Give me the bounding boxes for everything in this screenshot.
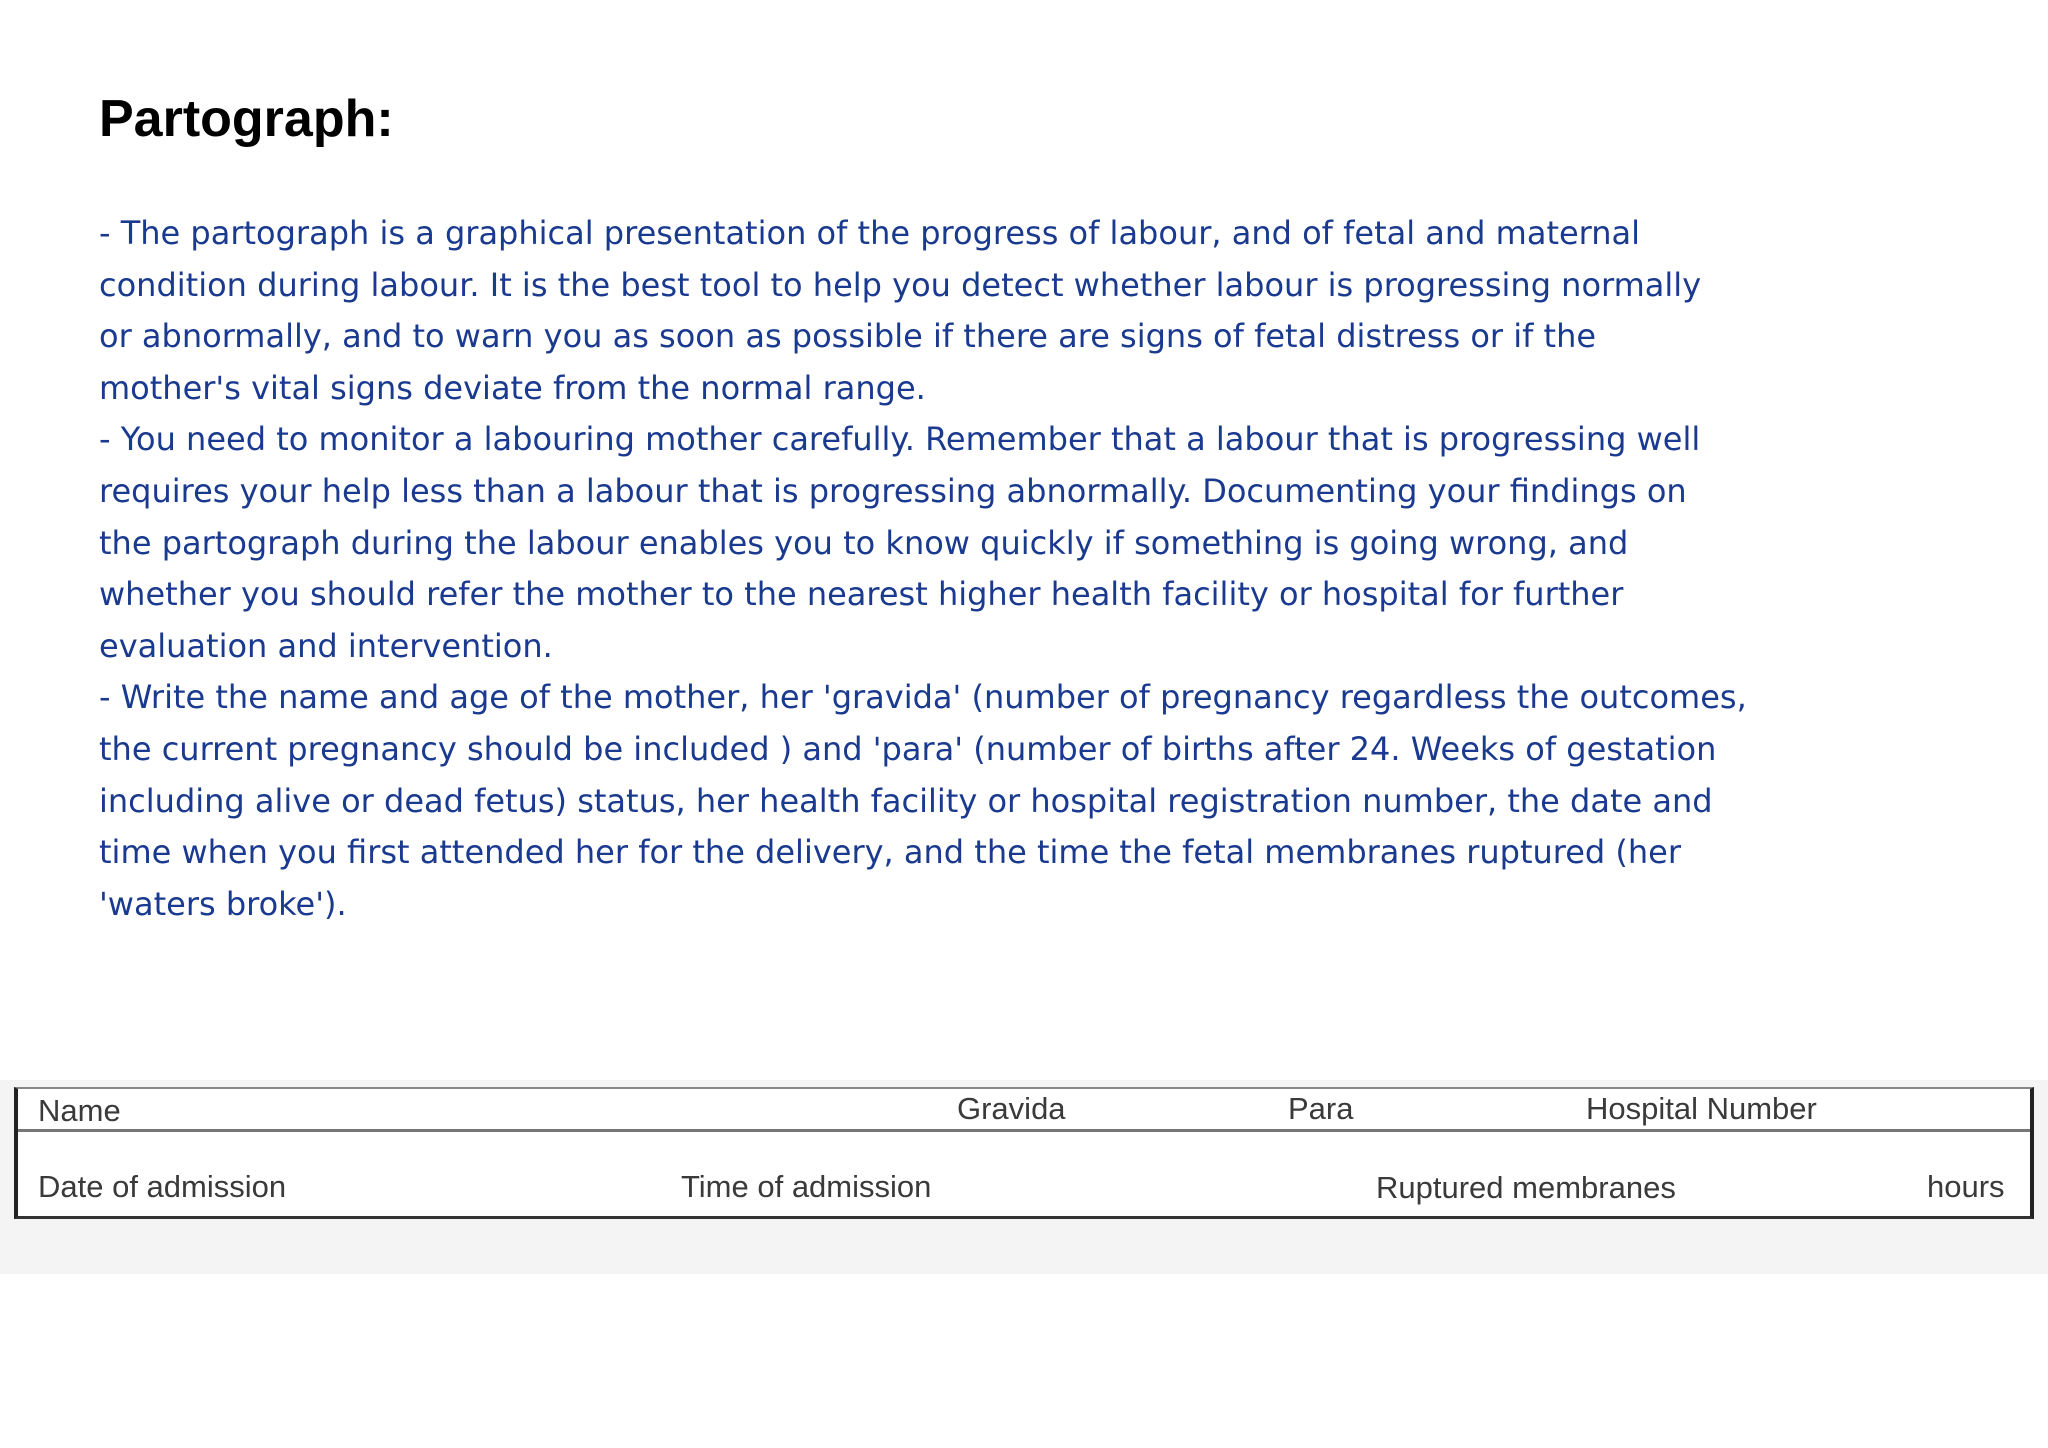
text-line: evaluation and intervention. xyxy=(99,626,553,665)
form-label-name: Name xyxy=(38,1093,121,1128)
form-label-hospital-number: Hospital Number xyxy=(1586,1091,1817,1126)
form-label-date-of-admission: Date of admission xyxy=(38,1169,287,1204)
text-line: time when you first attended her for the delivery, and the time the fetal membranes ruptured (her xyxy=(99,833,1682,872)
form-label-time-of-admission: Time of admission xyxy=(681,1169,932,1204)
page-title: Partograph: xyxy=(99,90,394,148)
text-line: - Write the name and age of the mother, her 'gravida' (number of pregnancy regardless the outcomes, xyxy=(99,678,1747,717)
form-label-hours: hours xyxy=(1927,1169,2005,1204)
text-line: 'waters broke'). xyxy=(99,884,347,923)
text-line: including alive or dead fetus) status, her health facility or hospital registration number, the date and xyxy=(99,781,1713,820)
form-label-gravida: Gravida xyxy=(957,1091,1066,1126)
text-line: the partograph during the labour enables you to know quickly if something is going wrong, and xyxy=(99,523,1629,562)
form-divider xyxy=(18,1129,2030,1132)
form-label-para: Para xyxy=(1288,1091,1354,1126)
body-text xyxy=(99,208,1959,930)
text-line: the current pregnancy should be included ) and 'para' (number of births after 24. Weeks of gestation xyxy=(99,729,1717,768)
form-label-ruptured-membranes: Ruptured membranes xyxy=(1376,1170,1676,1205)
text-line: whether you should refer the mother to the nearest higher health facility or hospital for further xyxy=(99,575,1624,614)
text-line: or abnormally, and to warn you as soon as possible if there are signs of fetal distress or if the xyxy=(99,317,1597,356)
text-line: - You need to monitor a labouring mother carefully. Remember that a labour that is progressing well xyxy=(99,420,1701,459)
text-line: requires your help less than a labour that is progressing abnormally. Documenting your findings on xyxy=(99,471,1687,510)
text-line: - The partograph is a graphical presentation of the progress of labour, and of fetal and maternal xyxy=(99,214,1641,252)
text-line: condition during labour. It is the best tool to help you detect whether labour is progressing normally xyxy=(99,265,1702,304)
partograph-header-form xyxy=(14,1087,2034,1219)
text-line: mother's vital signs deviate from the normal range. xyxy=(99,368,926,407)
